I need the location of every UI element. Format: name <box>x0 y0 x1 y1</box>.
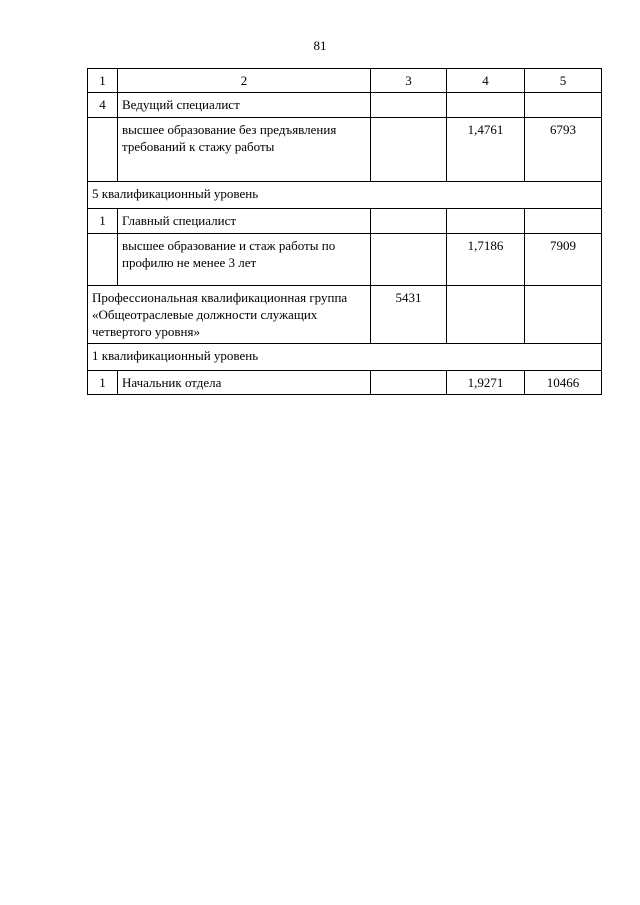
qualification-level-row <box>88 344 602 371</box>
coefficient-cell: 1,4761 <box>447 118 525 182</box>
professional-group-row <box>88 286 602 344</box>
table-row <box>88 118 602 182</box>
header-cell-4: 4 <box>447 69 525 93</box>
table-row <box>88 371 602 395</box>
professional-group-title: Профессиональная квалификационная группа «Общеотраслевые должности служащих четвертого уровня» <box>88 286 371 344</box>
row-number: 1 <box>88 209 118 234</box>
salary-cell <box>525 286 602 344</box>
page-number: 81 <box>313 38 327 53</box>
qualification-level-label: 5 квалификационный уровень <box>88 182 602 209</box>
header-cell-1: 1 <box>88 69 118 93</box>
base-salary-cell: 5431 <box>371 286 447 344</box>
row-number: 1 <box>88 371 118 395</box>
qualification-requirement: высшее образование без предъявления требований к стажу работы <box>118 118 371 182</box>
base-salary-cell <box>371 118 447 182</box>
salary-table <box>87 68 602 395</box>
qualification-level-label: 1 квалификационный уровень <box>88 344 602 371</box>
header-cell-3: 3 <box>371 69 447 93</box>
header-cell-2: 2 <box>118 69 371 93</box>
coefficient-cell <box>447 93 525 118</box>
coefficient-cell: 1,7186 <box>447 234 525 286</box>
table-header-row <box>88 69 602 93</box>
base-salary-cell <box>371 234 447 286</box>
row-number <box>88 118 118 182</box>
position-title: Ведущий специалист <box>118 93 371 118</box>
table-row <box>88 93 602 118</box>
base-salary-cell <box>371 209 447 234</box>
row-number <box>88 234 118 286</box>
salary-cell: 6793 <box>525 118 602 182</box>
qualification-requirement: высшее образование и стаж работы по профилю не менее 3 лет <box>118 234 371 286</box>
salary-cell: 7909 <box>525 234 602 286</box>
position-title: Главный специалист <box>118 209 371 234</box>
base-salary-cell <box>371 371 447 395</box>
salary-cell <box>525 209 602 234</box>
table-row <box>88 234 602 286</box>
salary-cell: 10466 <box>525 371 602 395</box>
table-row <box>88 209 602 234</box>
base-salary-cell <box>371 93 447 118</box>
qualification-level-row <box>88 182 602 209</box>
row-number: 4 <box>88 93 118 118</box>
coefficient-cell: 1,9271 <box>447 371 525 395</box>
coefficient-cell <box>447 286 525 344</box>
header-cell-5: 5 <box>525 69 602 93</box>
coefficient-cell <box>447 209 525 234</box>
position-title: Начальник отдела <box>118 371 371 395</box>
salary-cell <box>525 93 602 118</box>
